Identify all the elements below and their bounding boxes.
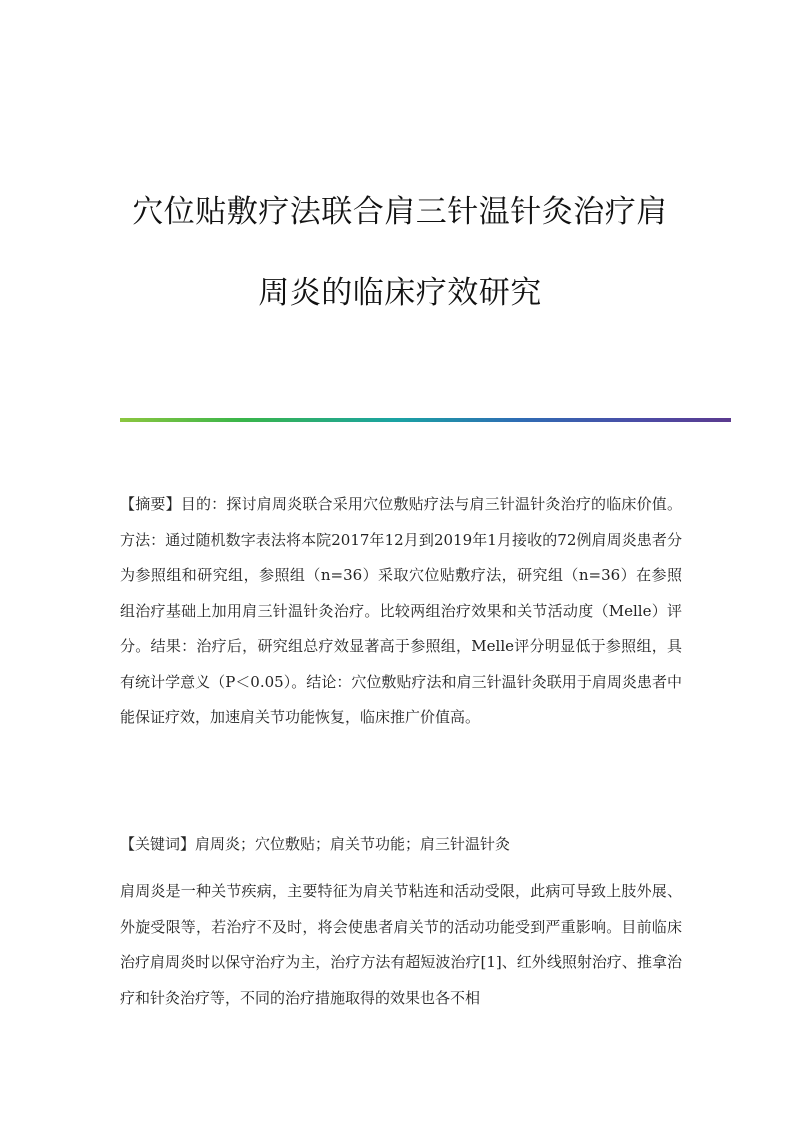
title-divider <box>120 418 731 422</box>
abstract-section <box>120 487 682 736</box>
abstract-text: 目的：探讨肩周炎联合采用穴位敷贴疗法与肩三针温针灸治疗的临床价值。方法：通过随机数字表法将本院2017年12月到2019年1月接收的72例肩周炎患者分为参照组和研究组，参照组（n=36）采取穴位贴敷疗法，研究组（n=36）在参照组治疗基础上加用肩三针温针灸治疗。比较两组治疗效果和关节活动度（Melle）评分。结果：治疗后，研究组总疗效显著高于参照组，Melle评分明显低于参照组，具有统计学意义（P＜0.05）。结论：穴位敷贴疗法和肩三针温针灸联用于肩周炎患者中能保证疗效，加速肩关节功能恢复，临床推广价值高。 <box>120 495 682 726</box>
keywords-section <box>120 827 682 863</box>
paper-title-line-2: 周炎的临床疗效研究 <box>258 275 542 311</box>
body-paragraph: 肩周炎是一种关节疾病，主要特征为肩关节粘连和活动受限，此病可导致上肢外展、外旋受限等，若治疗不及时，将会使患者肩关节的活动功能受到严重影响。目前临床治疗肩周炎时以保守治疗为主，治疗方法有超短波治疗[1]、红外线照射治疗、推拿治疗和针灸治疗等，不同的治疗措施取得的效果也各不相 <box>120 882 682 1007</box>
keywords-label: 【关键词】 <box>120 835 196 853</box>
abstract-label: 【摘要】 <box>120 495 181 513</box>
paper-title-line-1: 穴位贴敷疗法联合肩三针温针灸治疗肩 <box>132 194 668 230</box>
keywords-text: 肩周炎；穴位敷贴；肩关节功能；肩三针温针灸 <box>195 835 511 853</box>
